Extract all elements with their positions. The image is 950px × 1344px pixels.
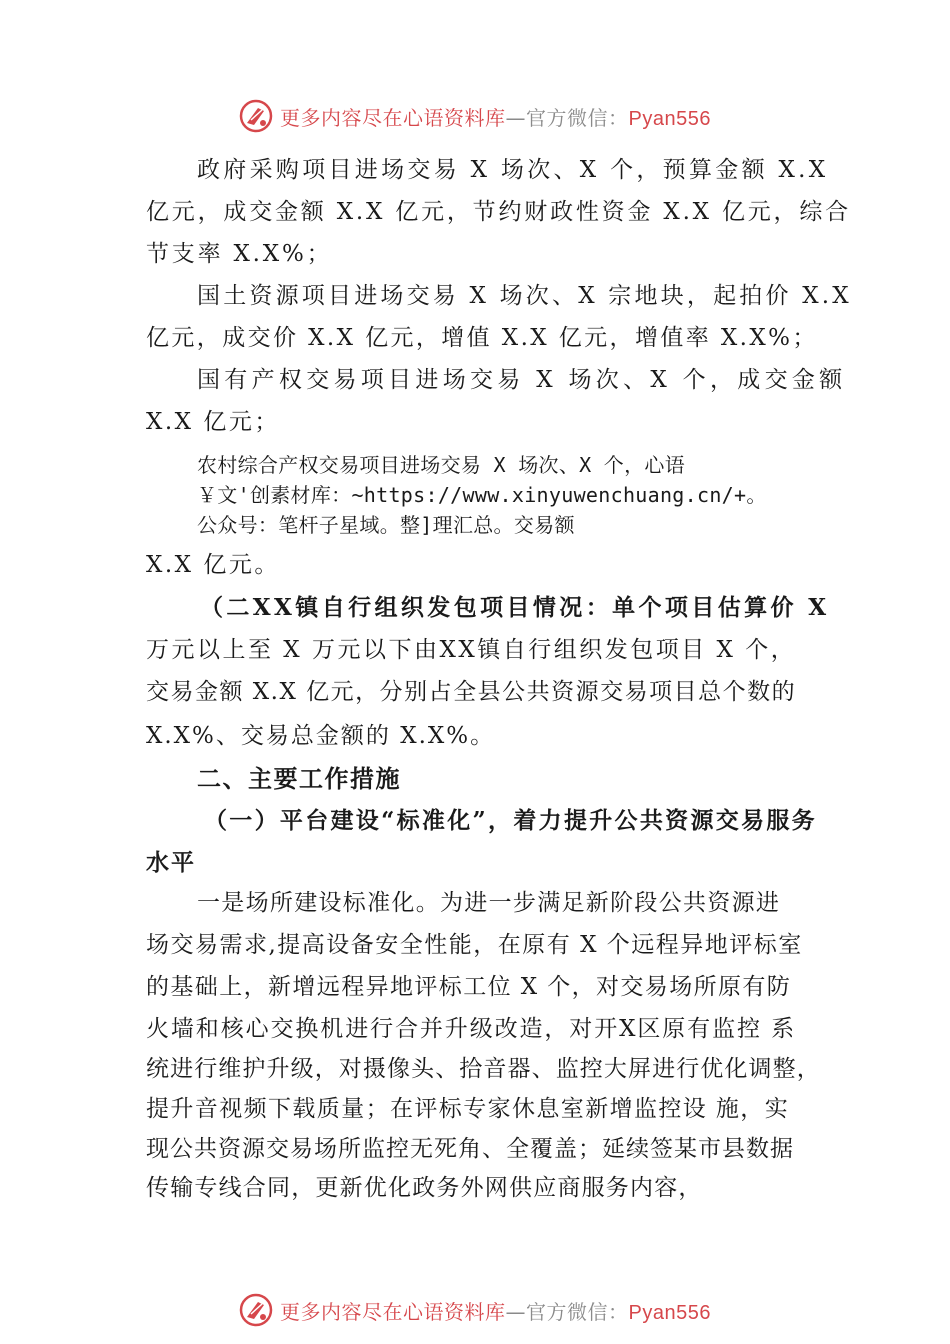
banner-brand-text: 更多内容尽在心语资料库 xyxy=(280,106,506,130)
subsection-heading-cont: 水平 xyxy=(146,849,196,876)
text-line: 政府采购项目进场交易 X 场次、X 个，预算金额 X.X xyxy=(197,157,829,183)
text-line: 亿元，成交价 X.X 亿元，增值 X.X 亿元，增值率 X.X%； xyxy=(146,325,818,351)
footer-banner xyxy=(0,1290,950,1330)
text-line: 传输专线合同，更新优化政务外网供应商服务内容， xyxy=(146,1175,703,1201)
banner-wechat-id: Pyan556 xyxy=(628,108,711,130)
text-line: 亿元，成交金额 X.X 亿元，节约财政性资金 X.X 亿元，综合 xyxy=(146,199,851,225)
text-line: 节支率 X.X%； xyxy=(146,241,333,267)
subsection-heading: （一）平台建设“标准化”，着力提升公共资源交易服务 xyxy=(204,807,817,834)
text-line: 一是场所建设标准化。为进一步满足新阶段公共资源进 xyxy=(197,890,781,916)
text-line: X.X 亿元。 xyxy=(146,552,280,578)
banner-dash: — xyxy=(505,1300,526,1324)
text-line: 提升音视频下载质量；在评标专家休息室新增监控设 施，实 xyxy=(146,1096,790,1122)
text-line: 交易金额 X.X 亿元，分别占全县公共资源交易项目总个数的 xyxy=(146,679,797,705)
text-line: （二XX镇自行组织发包项目情况：单个项目估算价 X xyxy=(200,594,830,621)
logo-icon xyxy=(238,98,274,134)
text-line: X.X%、交易总金额的 X.X%。 xyxy=(146,723,496,749)
text-line: 国有产权交易项目进场交易 X 场次、X 个，成交金额 xyxy=(197,367,847,393)
text-line: 场交易需求,提高设备安全性能，在原有 X 个远程异地评标室 xyxy=(146,932,803,958)
text-line: 农村综合产权交易项目进场交易 X 场次、X 个，心语 xyxy=(197,453,686,477)
banner-label: 官方微信： xyxy=(526,1300,629,1324)
text-line: 国土资源项目进场交易 X 场次、X 宗地块，起拍价 X.X xyxy=(197,283,852,309)
text-line: 的基础上，新增远程异地评标工位 X 个，对交易场所原有防 xyxy=(146,974,792,1000)
banner-brand-text: 更多内容尽在心语资料库 xyxy=(280,1300,506,1324)
text-line: 现公共资源交易场所监控无死角、全覆盖；延续签某市县数据 xyxy=(146,1136,794,1162)
text-line: 万元以上至 X 万元以下由XX镇自行组织发包项目 X 个， xyxy=(146,637,797,663)
banner-dash: — xyxy=(505,106,526,130)
banner-wechat-id: Pyan556 xyxy=(628,1302,711,1324)
text-line: 火墙和核心交换机进行合并升级改造，对开X区原有监控 系 xyxy=(146,1016,796,1042)
banner-label: 官方微信： xyxy=(526,106,629,130)
text-line: ￥文'创素材库：~https://www.xinyuwenchuang.cn/+。 xyxy=(197,483,767,507)
section-heading: 二、主要工作措施 xyxy=(197,765,401,793)
text-line: 公众号：笔杆子星域。整]理汇总。交易额 xyxy=(197,513,575,537)
header-banner xyxy=(0,96,950,136)
text-line: X.X 亿元； xyxy=(146,409,280,435)
logo-icon xyxy=(238,1292,274,1328)
text-line: 统进行维护升级，对摄像头、拾音器、监控大屏进行优化调整， xyxy=(146,1056,821,1082)
